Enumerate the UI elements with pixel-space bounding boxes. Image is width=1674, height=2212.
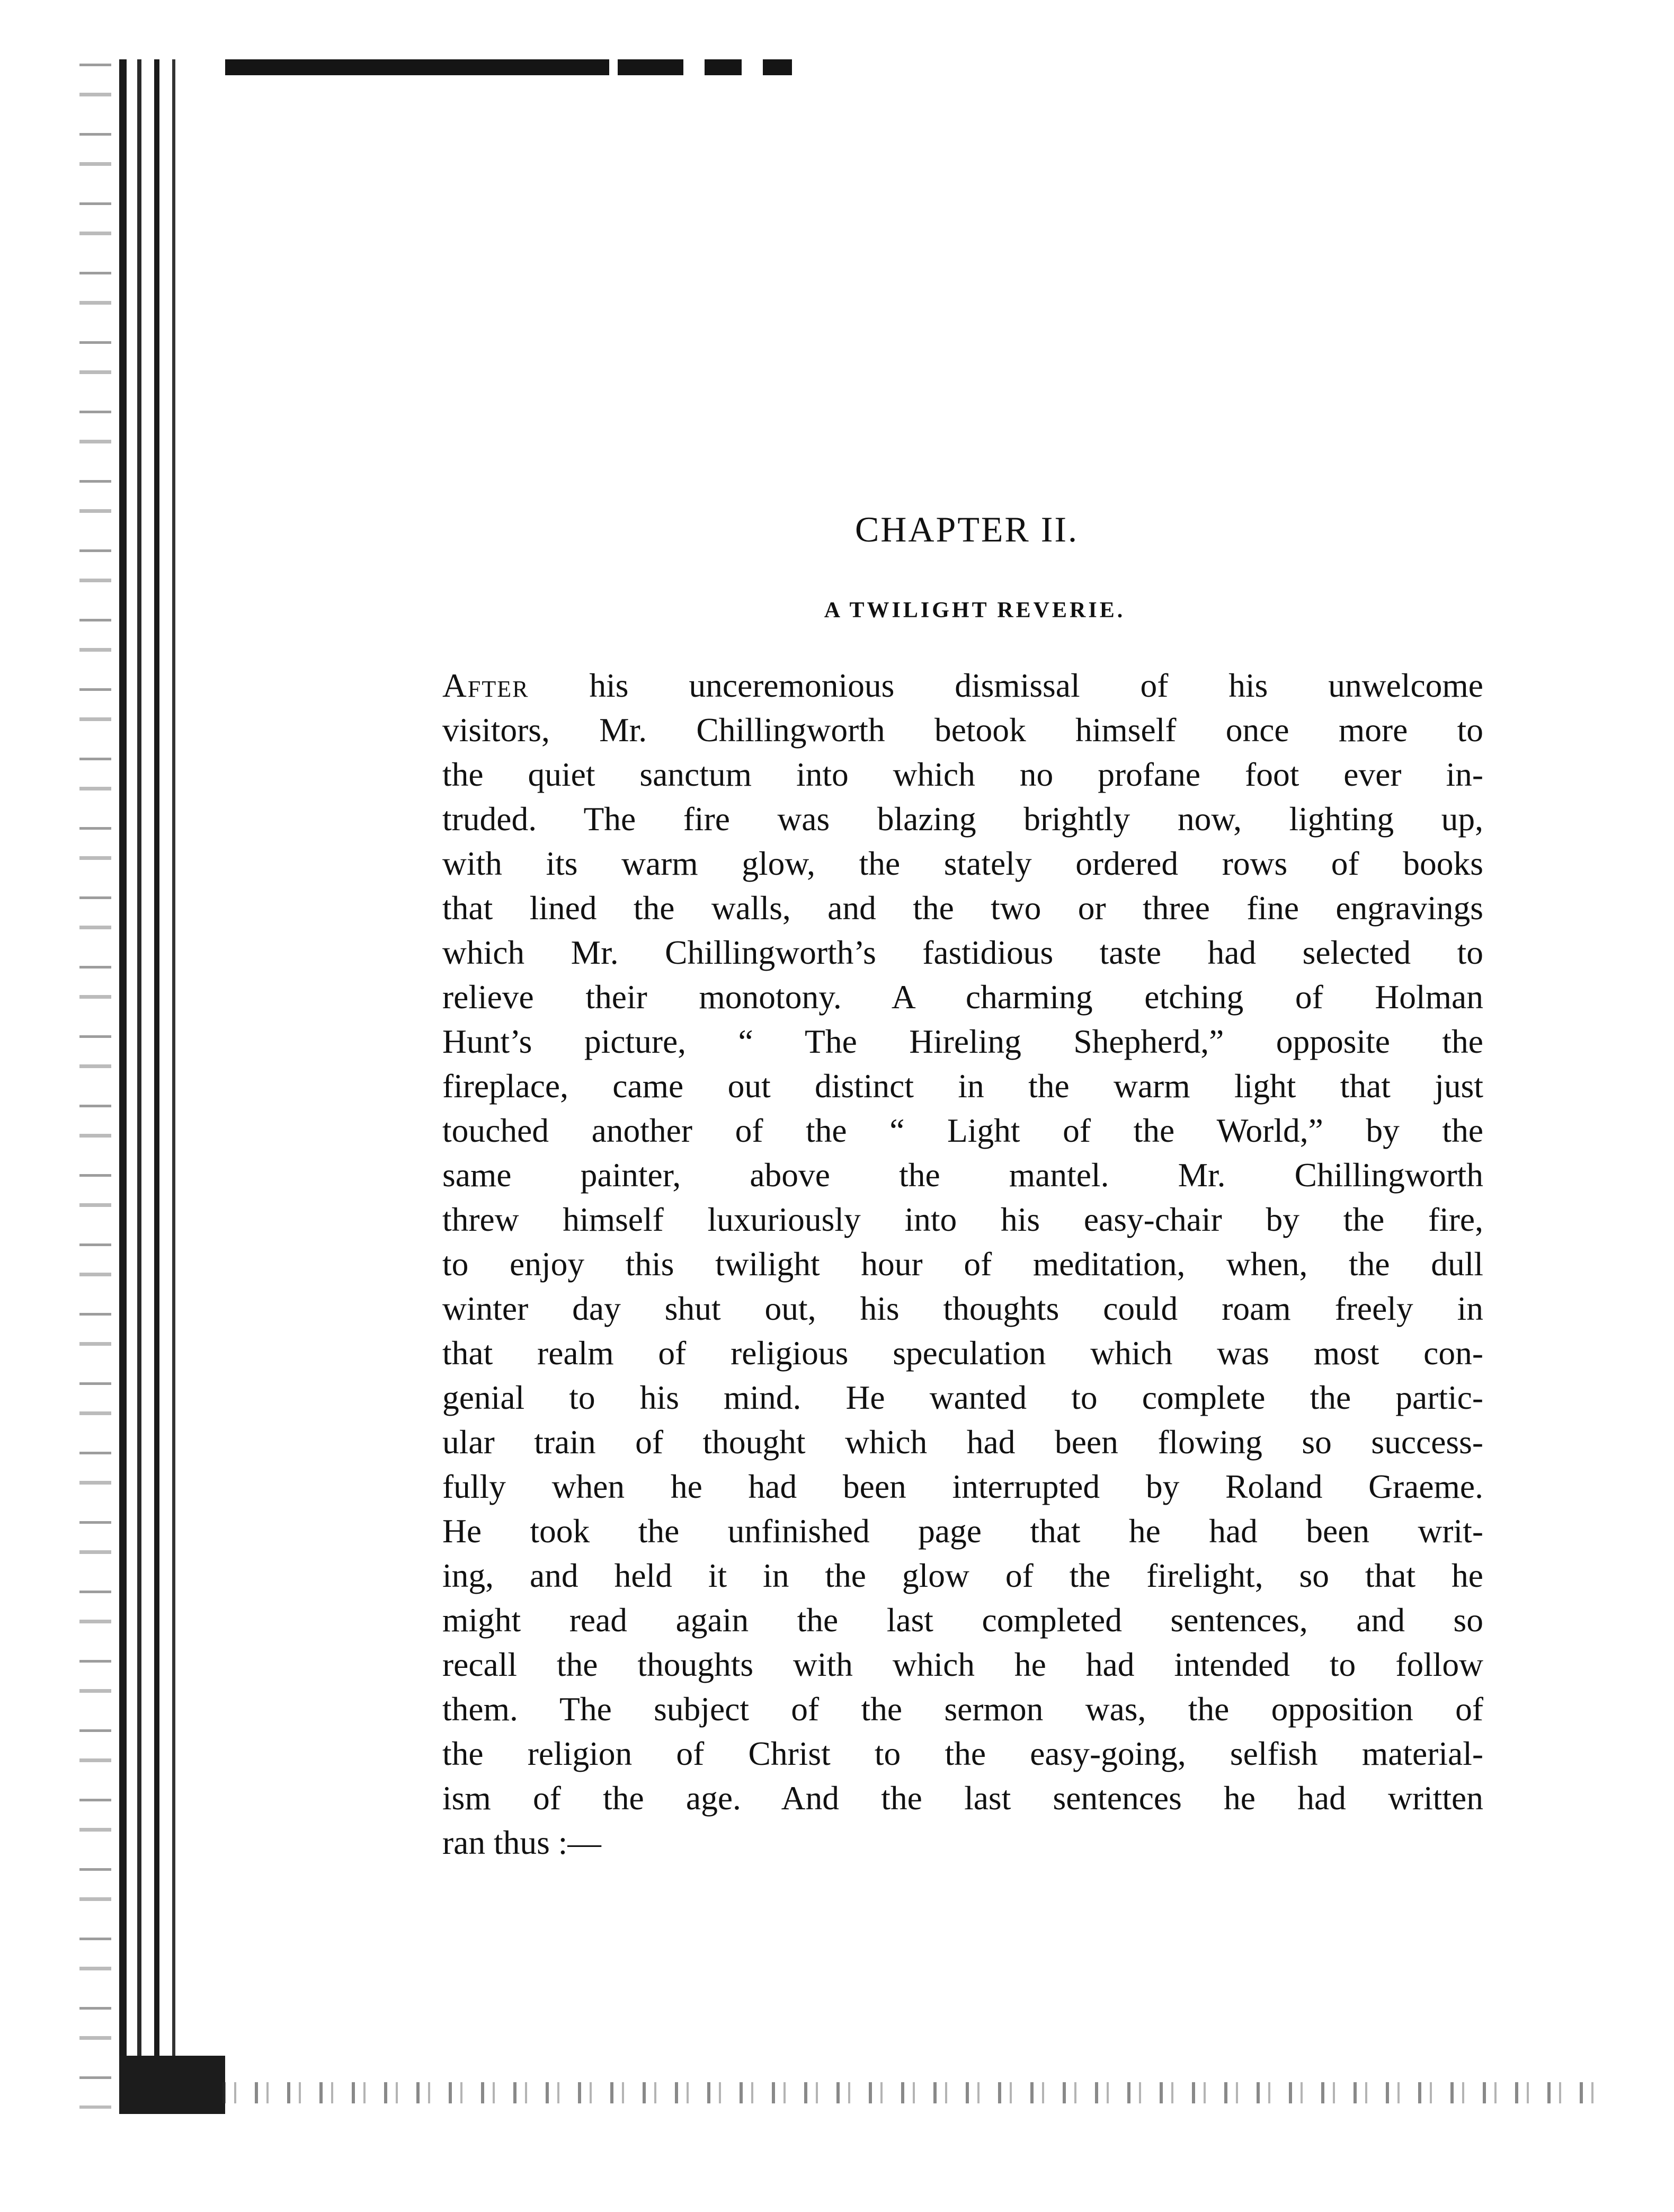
scan-binding-edge [119, 59, 225, 2110]
text-line: fireplace, came out distinct in the warm light that just [442, 1067, 1483, 1105]
text-line: touched another of the “ Light of the World,” by the [442, 1112, 1483, 1149]
text-line: Hunt’s picture, “ The Hireling Shepherd,” opposite the [442, 1023, 1483, 1060]
text-line: ism of the age. And the last sentences he had written [442, 1779, 1483, 1817]
text-line: relieve their monotony. A charming etching of Holman [442, 978, 1483, 1016]
text-line: fully when he had been interrupted by Roland Graeme. [442, 1468, 1483, 1505]
text-line: threw himself luxuriously into his easy-chair by the fire, [442, 1201, 1483, 1238]
text-line: same painter, above the mantel. Mr. Chillingworth [442, 1156, 1483, 1194]
text-line: the religion of Christ to the easy-going, selfish material- [442, 1735, 1483, 1772]
scan-top-border-gap [609, 57, 618, 78]
text-line: He took the unfinished page that he had been writ- [442, 1512, 1483, 1550]
text-line: winter day shut out, his thoughts could roam freely in [442, 1290, 1483, 1327]
chapter-title: CHAPTER II. [854, 509, 1079, 549]
text-line: recall the thoughts with which he had intended to follow [442, 1646, 1483, 1683]
text-line: that realm of religious speculation which was most con- [442, 1334, 1483, 1372]
scan-binding-base [119, 2056, 225, 2114]
scan-top-border-gap [683, 57, 705, 78]
text-line-content: his unceremonious dismissal of his unwelcome [529, 667, 1483, 704]
text-line: truded. The fire was blazing brightly now, lighting up, [442, 800, 1483, 838]
text-line: ran thus :— [442, 1824, 601, 1861]
text-line: which Mr. Chillingworth’s fastidious taste had selected to [442, 934, 1483, 971]
drop-word: After [442, 667, 529, 704]
scan-edge-specks [79, 64, 111, 2109]
text-line: visitors, Mr. Chillingworth betook himself once more to [442, 711, 1483, 749]
text-line: might read again the last completed sentences, and so [442, 1601, 1483, 1639]
text-line: them. The subject of the sermon was, the opposition of [442, 1690, 1483, 1728]
text-line: the quiet sanctum into which no profane foot ever in- [442, 756, 1483, 793]
text-line: genial to his mind. He wanted to complete the partic- [442, 1379, 1483, 1416]
text-line: ular train of thought which had been flowing so success- [442, 1423, 1483, 1461]
text-line: that lined the walls, and the two or three fine engravings [442, 889, 1483, 927]
chapter-body-text [442, 663, 1483, 1865]
text-line [442, 663, 1483, 708]
scan-bottom-edge [222, 2082, 1600, 2103]
scan-top-border-gap [742, 57, 763, 78]
text-line: ing, and held it in the glow of the firelight, so that he [442, 1557, 1483, 1594]
chapter-subtitle: A TWILIGHT REVERIE. [824, 598, 1126, 623]
text-line: to enjoy this twilight hour of meditation, when, the dull [442, 1245, 1483, 1283]
text-line: with its warm glow, the stately ordered rows of books [442, 845, 1483, 882]
